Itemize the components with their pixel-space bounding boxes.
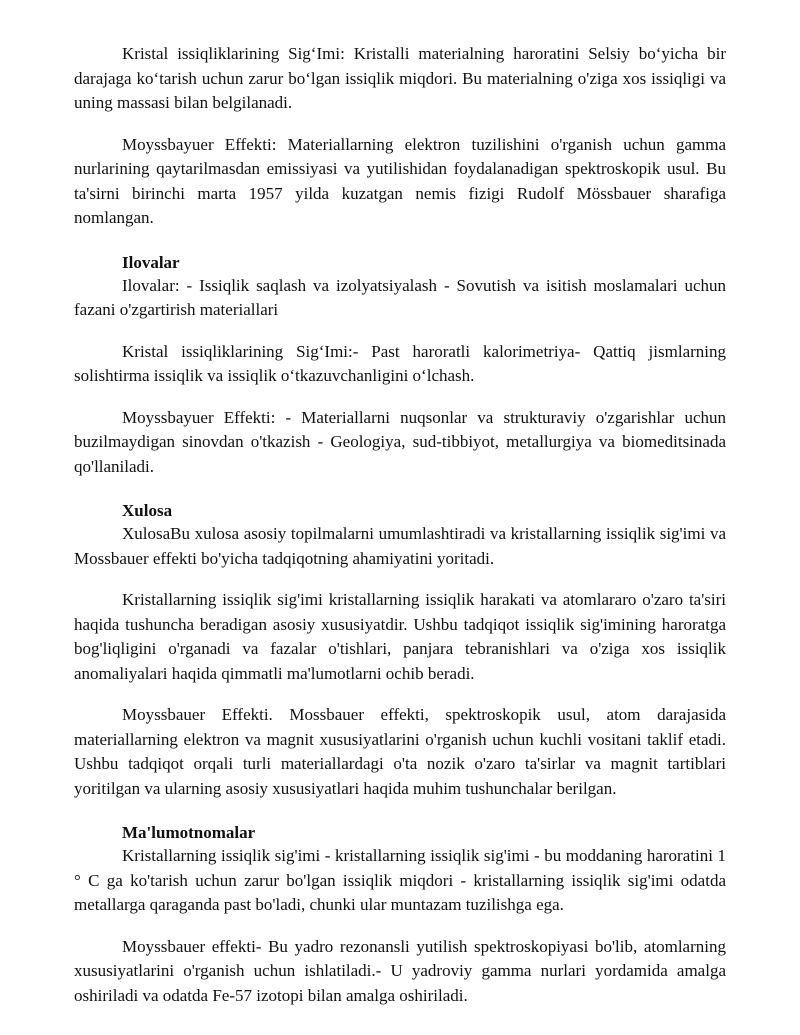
paragraph-conclusion-heat-capacity: Kristallarning issiqlik sig'imi kristallarning issiqlik harakati va atomlararo o'zaro ta'siri haqida tushuncha beradigan asosiy xususiyatdir. Ushbu tadqiqot issiqlik sig'imining haroratga bog'liqligini o'rganadi va fazalar o'tishlari, panjara tebranishlari va o'ziga xos issiqlik anomaliyalari haqida qimmatli ma'lumotlarni ochib beradi. — [74, 590, 726, 683]
paragraph-applications-mossbauer: Moyssbayuer Effekti: - Materiallarni nuqsonlar va strukturaviy o'zgarishlar uchun buzilmaydigan sinovdan o'tkazish - Geologiya, sud-tibbiyot, metallurgiya va biomeditsinada qo'llaniladi. — [74, 407, 726, 476]
paragraph-crystal-heat-capacity-definition: Kristal issiqliklarining Sig‘Imi: Kristalli materialning haroratini Selsiy bo‘yicha bir darajaga ko‘tarish uchun zarur bo‘lgan issiqlik miqdori. Bu materialning o'ziga xos issiqligi va uning massasi bilan belgilanadi. — [74, 44, 726, 112]
heading-ilovalar: Ilovalar — [122, 252, 180, 272]
paragraph-applications-crystal: Kristal issiqliklarining Sig‘Imi:- Past haroratli kalorimetriya- Qattiq jismlarning solishtirma issiqlik va issiqlik o‘tkazuvchanligini o‘lchash. — [74, 341, 726, 385]
paragraph-mossbauer-effect-definition: Moyssbayuer Effekti: Materiallarning elektron tuzilishini o'rganish uchun gamma nurlarining qaytarilmasdan emissiyasi va yutilishidan foydalanadigan spektroskopik usul. Bu ta'sirni birinchi marta 1957 yilda kuzatgan nemis fizigi Rudolf Mössbauer sharafiga nomlangan. — [74, 134, 726, 227]
paragraph-conclusion-mossbauer: Moyssbauer Effekti. Mossbauer effekti, spektroskopik usul, atom darajasida materiallarning elektron va magnit xususiyatlarini o'rganish uchun kuchli vositani taklif etadi. Ushbu tadqiqot orqali turli materiallardagi o'ta nozik o'zaro ta'sirlar va magnit tartiblari yoritilgan va ularning asosiy xususiyatlari haqida muhim tushunchalar berilgan. — [74, 705, 726, 798]
document-page — [74, 42, 726, 1008]
heading-malumotnomalar: Ma'lumotnomalar — [122, 823, 256, 842]
paragraph-reference-mossbauer: Moyssbauer effekti- Bu yadro rezonansli yutilish spektroskopiyasi bo'lib, atomlarning xususiyatlarini o'rganish uchun ishlatiladi.- U yadroviy gamma nurlari yordamida amalga oshiriladi va odatda Fe-57 izotopi bilan amalga oshiriladi. — [74, 936, 726, 1005]
paragraph-conclusion-summary: XulosaBu xulosa asosiy topilmalarni umumlashtiradi va kristallarning issiqlik sig'imi va Mossbauer effekti bo'yicha tadqiqotning ahamiyatini yoritadi. — [74, 524, 726, 568]
heading-xulosa: Xulosa — [122, 501, 173, 520]
paragraph-applications-general: Ilovalar: - Issiqlik saqlash va izolyatsiyalash - Sovutish va isitish moslamalari uchun fazani o'zgartirish materiallari — [74, 275, 726, 319]
paragraph-reference-heat-capacity: Kristallarning issiqlik sig'imi - kristallarning issiqlik sig'imi - bu moddaning haroratini 1 ° C ga ko'tarish uchun zarur bo'lgan issiqlik miqdori - kristallarning issiqlik sig'imi odatda metallarga qaraganda past bo'ladi, chunki ular muntazam tuzilishga ega. — [74, 846, 726, 914]
